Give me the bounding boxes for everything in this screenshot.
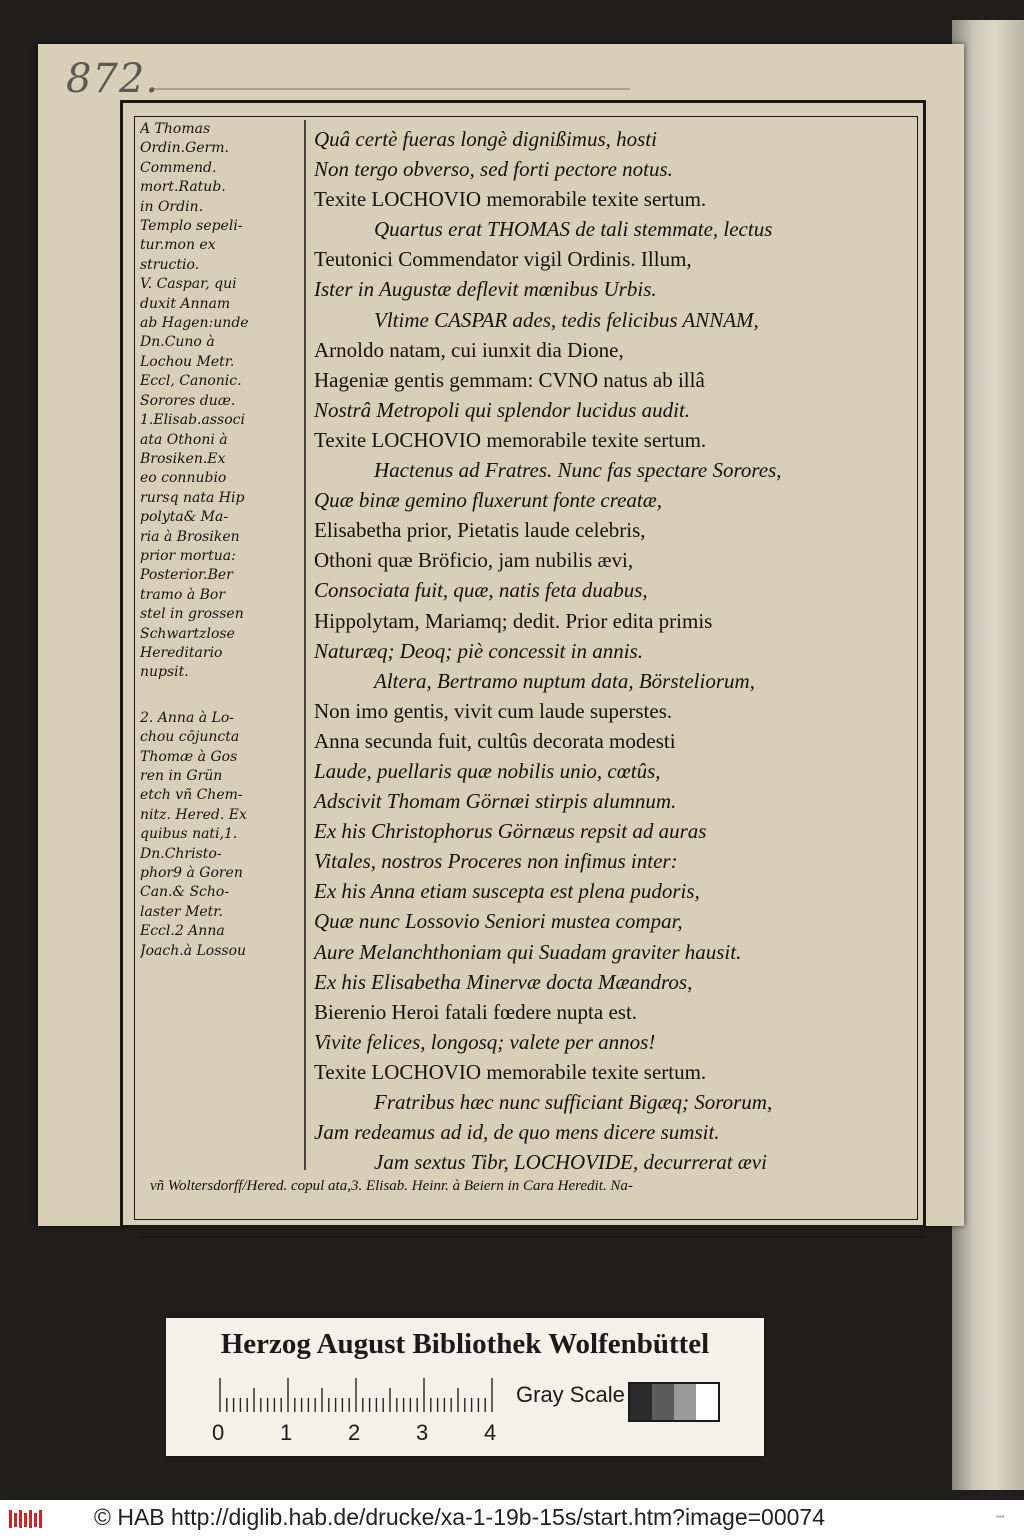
margin-note-line: ren in Grün xyxy=(140,768,223,784)
poem-line: Texite LOCHOVIO memorabile texite sertum. xyxy=(314,1059,707,1084)
logo-bar xyxy=(29,1510,32,1528)
logo-bar xyxy=(9,1510,12,1528)
poem-line: Vitales, nostros Proceres non infimus inter: xyxy=(314,849,678,874)
margin-note-line: V. Caspar, qui xyxy=(140,276,237,293)
poem-line: Quæ binæ gemino fluxerunt fonte creatæ, xyxy=(314,488,663,513)
margin-note-line: A Thomas xyxy=(140,121,211,137)
margin-note-line: Brosiken.Ex xyxy=(140,450,226,467)
poem-line: Bierenio Heroi fatali fœdere nupta est. xyxy=(314,999,638,1024)
poem-text xyxy=(314,124,918,1177)
poem-line: Ex his Elisabetha Minervæ docta Mæandros, xyxy=(314,969,693,994)
gray-scale-label: Gray Scale xyxy=(516,1382,625,1407)
margin-note-line: in Ordin. xyxy=(140,198,204,215)
poem-line: Laude, puellaris quæ nobilis unio, cœtûs, xyxy=(314,758,661,783)
margin-note-line: Eccl.2 Anna xyxy=(140,923,225,940)
bottom-rule xyxy=(140,1236,926,1238)
poem-line: Arnoldo natam, cui iunxit dia Dione, xyxy=(314,337,624,362)
hab-logo-icon xyxy=(8,1508,44,1530)
margin-note-line: duxit Annam xyxy=(140,295,231,312)
logo-bar xyxy=(24,1513,27,1527)
margin-note-line: Eccl, Canonic. xyxy=(140,373,242,390)
ruler-scale xyxy=(214,1376,504,1412)
margin-note-line: ab Hagen:unde xyxy=(140,315,249,332)
ruler-number: 4 xyxy=(484,1420,497,1445)
margin-note-line: Commend. xyxy=(140,159,217,176)
margin-note-line: Dn.Cuno à xyxy=(140,334,215,351)
ruler-number: 2 xyxy=(348,1420,361,1445)
margin-note-line: nupsit. xyxy=(140,664,189,681)
margin-note-line: quibus nati,1. xyxy=(140,826,238,843)
gray-swatch xyxy=(696,1384,718,1420)
footer-mark-icon: ▪▪▪ xyxy=(996,1512,1005,1521)
margin-note-line: laster Metr. xyxy=(140,903,223,920)
footer-bar xyxy=(0,1500,1024,1536)
margin-note-line: mort.Ratub. xyxy=(140,179,226,196)
library-name: Herzog August Bibliothek Wolfenbüttel xyxy=(220,1328,710,1360)
margin-note-line: Can.& Scho- xyxy=(140,884,230,901)
page-number: 872. xyxy=(66,56,160,102)
margin-note-line: 1.Elisab.associ xyxy=(140,412,245,429)
gray-scale-swatches xyxy=(628,1382,720,1422)
margin-note-line: Dn.Christo- xyxy=(140,845,222,862)
margin-note-line: structio. xyxy=(140,256,200,273)
logo-bar xyxy=(39,1510,42,1528)
gray-swatch xyxy=(674,1384,696,1420)
poem-line: Non imo gentis, vivit cum laude superstes. xyxy=(314,698,673,723)
poem-line: Othoni quæ Bröficio, jam nubilis ævi, xyxy=(314,548,634,573)
margin-note-line: tur.mon ex xyxy=(140,237,216,254)
margin-note-gap xyxy=(140,683,302,709)
margin-note-line: rursq nata Hip xyxy=(140,489,245,506)
color-card xyxy=(166,1318,764,1456)
logo-bar xyxy=(14,1513,17,1527)
poem-line: Ister in Augustæ deflevit mœnibus Urbis. xyxy=(314,277,657,302)
margin-note-line: Hereditario xyxy=(140,644,223,661)
margin-note-line: tramo à Bor xyxy=(140,586,226,603)
poem-line: Teutonici Commendator vigil Ordinis. Illum, xyxy=(314,247,692,272)
poem-line: Jam sextus Tibr, LOCHOVIDE, decurrerat ævi xyxy=(374,1150,767,1175)
margin-note-line: Templo sepeli- xyxy=(140,218,243,235)
poem-line: Hactenus ad Fratres. Nunc fas spectare Sorores, xyxy=(374,458,782,483)
gray-swatch xyxy=(630,1384,652,1420)
footnote-line: vñ Woltersdorff/Hered. copul ata,3. Elisab. Heinr. à Beiern in Cara Heredit. Na- xyxy=(150,1178,633,1194)
header-rule xyxy=(150,88,630,90)
poem-line: Altera, Bertramo nuptum data, Börsteliorum, xyxy=(374,668,755,693)
poem-line: Texite LOCHOVIO memorabile texite sertum. xyxy=(314,187,707,212)
ruler-number: 1 xyxy=(280,1420,293,1445)
margin-note-line: eo connubio xyxy=(140,470,227,487)
poem-line: Ex his Christophorus Görnæus repsit ad auras xyxy=(314,819,707,844)
ruler-numbers xyxy=(206,1420,506,1450)
margin-note-line: Lochou Metr. xyxy=(140,353,235,370)
margin-note-line: Sorores duæ. xyxy=(140,392,236,409)
margin-note-line: Ordin.Germ. xyxy=(140,140,229,157)
poem-line: Hageniæ gentis gemmam: CVNO natus ab illâ xyxy=(314,367,705,392)
margin-note-line: prior mortua: xyxy=(140,547,236,564)
margin-note-line: ria à Brosiken xyxy=(140,528,240,545)
poem-line: Nostrâ Metropoli qui splendor lucidus audit. xyxy=(314,397,691,422)
logo-bar xyxy=(34,1513,37,1527)
margin-note-line: chou cōjuncta xyxy=(140,729,240,746)
poem-line: Vltime CASPAR ades, tedis felicibus ANNAM, xyxy=(374,307,759,332)
margin-note-line: stel in grossen xyxy=(140,606,244,623)
poem-line: Jam redeamus ad id, de quo mens dicere sumsit. xyxy=(314,1120,720,1145)
poem-line: Quâ certè fueras longè dignißimus, hosti xyxy=(314,127,657,151)
poem-line: Naturæq; Deoq; piè concessit in annis. xyxy=(314,638,643,663)
poem-line: Elisabetha prior, Pietatis laude celebris, xyxy=(314,518,646,543)
margin-note-line: Schwartzlose xyxy=(140,625,235,642)
poem-line: Aure Melanchthoniam qui Suadam graviter hausit. xyxy=(314,939,742,964)
margin-note-line: ata Othoni à xyxy=(140,431,228,448)
margin-note-line: nitz. Hered. Ex xyxy=(140,806,247,823)
margin-note-line: 2. Anna à Lo- xyxy=(140,709,235,726)
margin-notes xyxy=(140,120,302,1200)
footer-copyright-link[interactable]: © HAB http://diglib.hab.de/drucke/xa-1-19b-15s/start.htm?image=00074 xyxy=(94,1504,826,1530)
ruler-number: 3 xyxy=(416,1420,429,1445)
margin-note-line: polyta& Ma- xyxy=(140,509,229,526)
gray-swatch xyxy=(652,1384,674,1420)
poem-line: Ex his Anna etiam suscepta est plena pudoris, xyxy=(314,879,700,904)
poem-line: Non tergo obverso, sed forti pectore notus. xyxy=(314,157,673,182)
margin-note-line: Joach.à Lossou xyxy=(140,942,247,959)
margin-note-line: Posterior.Ber xyxy=(140,567,233,584)
column-divider xyxy=(304,120,306,1170)
poem-line: Quæ nunc Lossovio Seniori mustea compar, xyxy=(314,909,683,934)
ruler-number: 0 xyxy=(212,1420,225,1445)
poem-line: Adscivit Thomam Görnæi stirpis alumnum. xyxy=(314,789,677,814)
logo-bar xyxy=(19,1510,22,1528)
poem-line: Hippolytam, Mariamq; dedit. Prior edita primis xyxy=(314,608,713,633)
poem-line: Texite LOCHOVIO memorabile texite sertum. xyxy=(314,427,707,452)
poem-line: Consociata fuit, quæ, natis feta duabus, xyxy=(314,578,648,603)
margin-note-line: phor9 à Goren xyxy=(140,865,243,882)
margin-note-line: etch vñ Chem- xyxy=(140,787,243,804)
poem-line: Fratribus hæc nunc sufficiant Bigæq; Sororum, xyxy=(374,1090,773,1114)
margin-note-line: Thomæ à Gos xyxy=(140,748,238,765)
poem-line: Quartus erat THOMAS de tali stemmate, lectus xyxy=(374,217,773,242)
poem-line: Vivite felices, longosq; valete per annos! xyxy=(314,1029,656,1054)
poem-line: Anna secunda fuit, cultûs decorata modesti xyxy=(314,728,676,753)
